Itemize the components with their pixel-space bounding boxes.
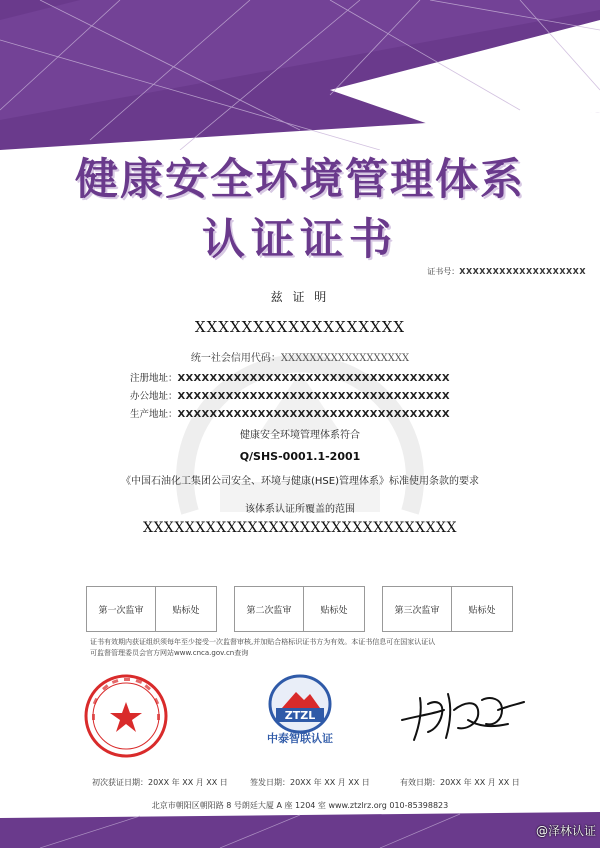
initial-certification-date: 初次获证日期：20XX 年 XX 月 XX 日 <box>92 778 228 787</box>
validity-notice <box>90 637 510 659</box>
star-icon <box>110 702 142 732</box>
expiry-date: 有效日期：20XX 年 XX 月 XX 日 <box>400 778 520 787</box>
supervision-label: 第二次监审 <box>235 587 304 631</box>
credit-code-value: XXXXXXXXXXXXXXXXXX <box>280 353 410 364</box>
scope-value: XXXXXXXXXXXXXXXXXXXXXXXXXXXXXX <box>142 520 457 536</box>
supervision-label: 第三次监审 <box>383 587 452 631</box>
hereby-certify: 兹 证 明 <box>270 290 330 304</box>
certificate-subtitle: 认证证书 <box>202 215 398 265</box>
office-address-value: XXXXXXXXXXXXXXXXXXXXXXXXXXXXXXXXXX <box>177 391 450 402</box>
supervision-label: 第一次监审 <box>87 587 156 631</box>
conformity-statement: 健康安全环境管理体系符合 <box>240 430 360 441</box>
standard-code: Q/SHS-0001.1-2001 <box>239 450 361 463</box>
credit-code-label: 统一社会信用代码： <box>190 353 281 364</box>
header-decoration <box>0 0 600 150</box>
platform-watermark: @泽林认证 <box>535 824 596 838</box>
signature <box>398 680 528 750</box>
sticker-area: 贴标处 <box>172 605 200 616</box>
supervision-box-1 <box>86 586 217 632</box>
supervision-box-3 <box>382 586 513 632</box>
issue-date: 签发日期：20XX 年 XX 月 XX 日 <box>250 778 370 787</box>
red-seal-stamp <box>82 672 170 760</box>
certificate-number-label: 证书号： <box>427 267 460 276</box>
certificate-title: 健康安全环境管理体系 <box>75 155 525 205</box>
logo-abbr: ZTZL <box>284 709 316 722</box>
footer-contact: 北京市朝阳区朝阳路 8 号朗廷大厦 A 座 1204 室 www.ztzlrz.org 010-85398823 <box>151 801 449 810</box>
production-address-value: XXXXXXXXXXXXXXXXXXXXXXXXXXXXXXXXXX <box>177 409 450 420</box>
registered-address-label: 注册地址： <box>130 373 178 384</box>
sticker-area: 贴标处 <box>468 605 496 616</box>
notice-line: 可监督管理委员会官方网站www.cnca.gov.cn查询 <box>90 649 249 657</box>
logo-name: 中泰智联认证 <box>267 732 333 745</box>
standard-name: 《中国石油化工集团公司安全、环境与健康(HSE)管理体系》标准使用条款的要求 <box>121 476 479 487</box>
supervision-box-2 <box>234 586 365 632</box>
production-address <box>130 406 450 420</box>
office-address-label: 办公地址： <box>130 391 178 402</box>
registered-address <box>130 370 450 384</box>
sticker-area: 贴标处 <box>320 605 348 616</box>
notice-line: 证书有效期内获证组织须每年至少接受一次监督审核,并加贴合格标识证书方为有效。本证书信息可在国家认证认 <box>90 638 436 646</box>
certificate-number-value: XXXXXXXXXXXXXXXXXXX <box>459 267 586 276</box>
scope-label: 该体系认证所覆盖的范围 <box>245 504 355 515</box>
certificate-number <box>427 266 586 277</box>
footer-decoration <box>0 812 600 848</box>
office-address <box>130 388 450 402</box>
organization-name: XXXXXXXXXXXXXXXXXX <box>194 318 406 336</box>
credit-code <box>0 349 600 364</box>
registered-address-value: XXXXXXXXXXXXXXXXXXXXXXXXXXXXXXXXXX <box>177 373 450 384</box>
production-address-label: 生产地址： <box>130 409 178 420</box>
